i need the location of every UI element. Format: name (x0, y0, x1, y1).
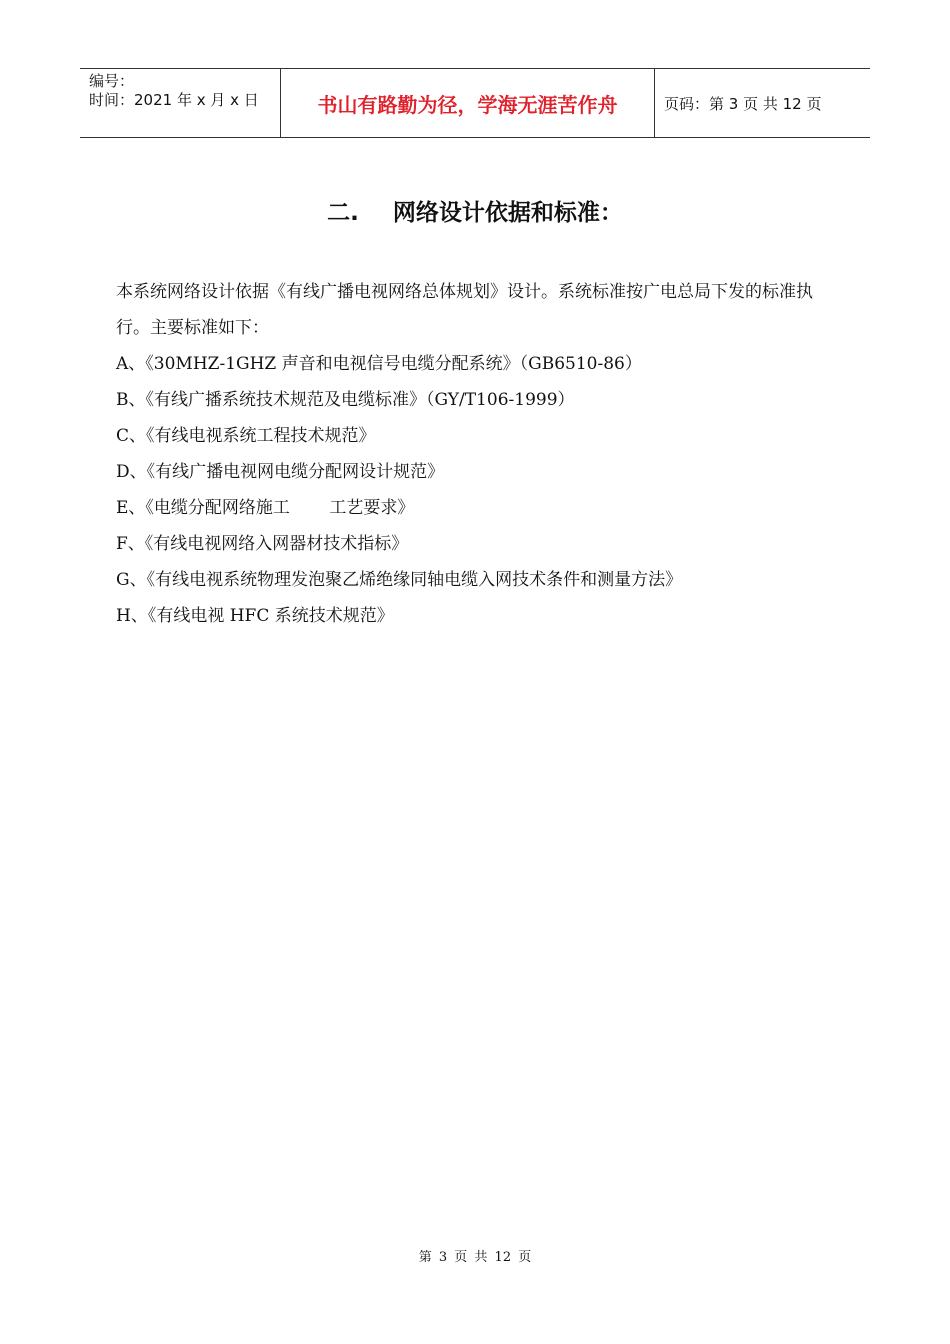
standard-item-h: H、《有线电视 HFC 系统技术规范》 (116, 606, 394, 626)
header-motto: 书山有路勤为径，学海无涯苦作舟 (281, 69, 655, 137)
section-number: 二. (327, 200, 359, 226)
standard-item-f: F、《有线电视网络入网器材技术指标》 (116, 534, 409, 554)
standard-item-g: G、《有线电视系统物理发泡聚乙烯绝缘同轴电缆入网技术条件和测量方法》 (116, 570, 683, 590)
document-body (116, 274, 846, 634)
header-meta (80, 69, 281, 137)
standard-item-e: E、《电缆分配网络施工 工艺要求》 (116, 498, 415, 518)
document-number-label: 编号： (89, 72, 135, 90)
standard-item-c: C、《有线电视系统工程技术规范》 (116, 426, 376, 446)
header-page-info: 页码：第 3 页 共 12 页 (664, 94, 822, 113)
section-heading (0, 194, 950, 227)
standard-item-a: A、《30MHZ-1GHZ 声音和电视信号电缆分配系统》（GB6510-86） (116, 354, 642, 374)
section-title: 网络设计依据和标准： (392, 200, 623, 226)
standards-list (116, 346, 846, 634)
intro-paragraph: 本系统网络设计依据《有线广播电视网络总体规划》设计。系统标准按广电总局下发的标准执行。主要标准如下： (116, 282, 813, 338)
page-header (80, 68, 870, 138)
document-date: 时间：2021 年 x 月 x 日 (89, 91, 259, 109)
standard-item-b: B、《有线广播系统技术规范及电缆标准》（GY/T106-1999） (116, 390, 575, 410)
page-footer: 第 3 页 共 12 页 (418, 1250, 532, 1265)
standard-item-d: D、《有线广播电视网电缆分配网设计规范》 (116, 462, 445, 482)
